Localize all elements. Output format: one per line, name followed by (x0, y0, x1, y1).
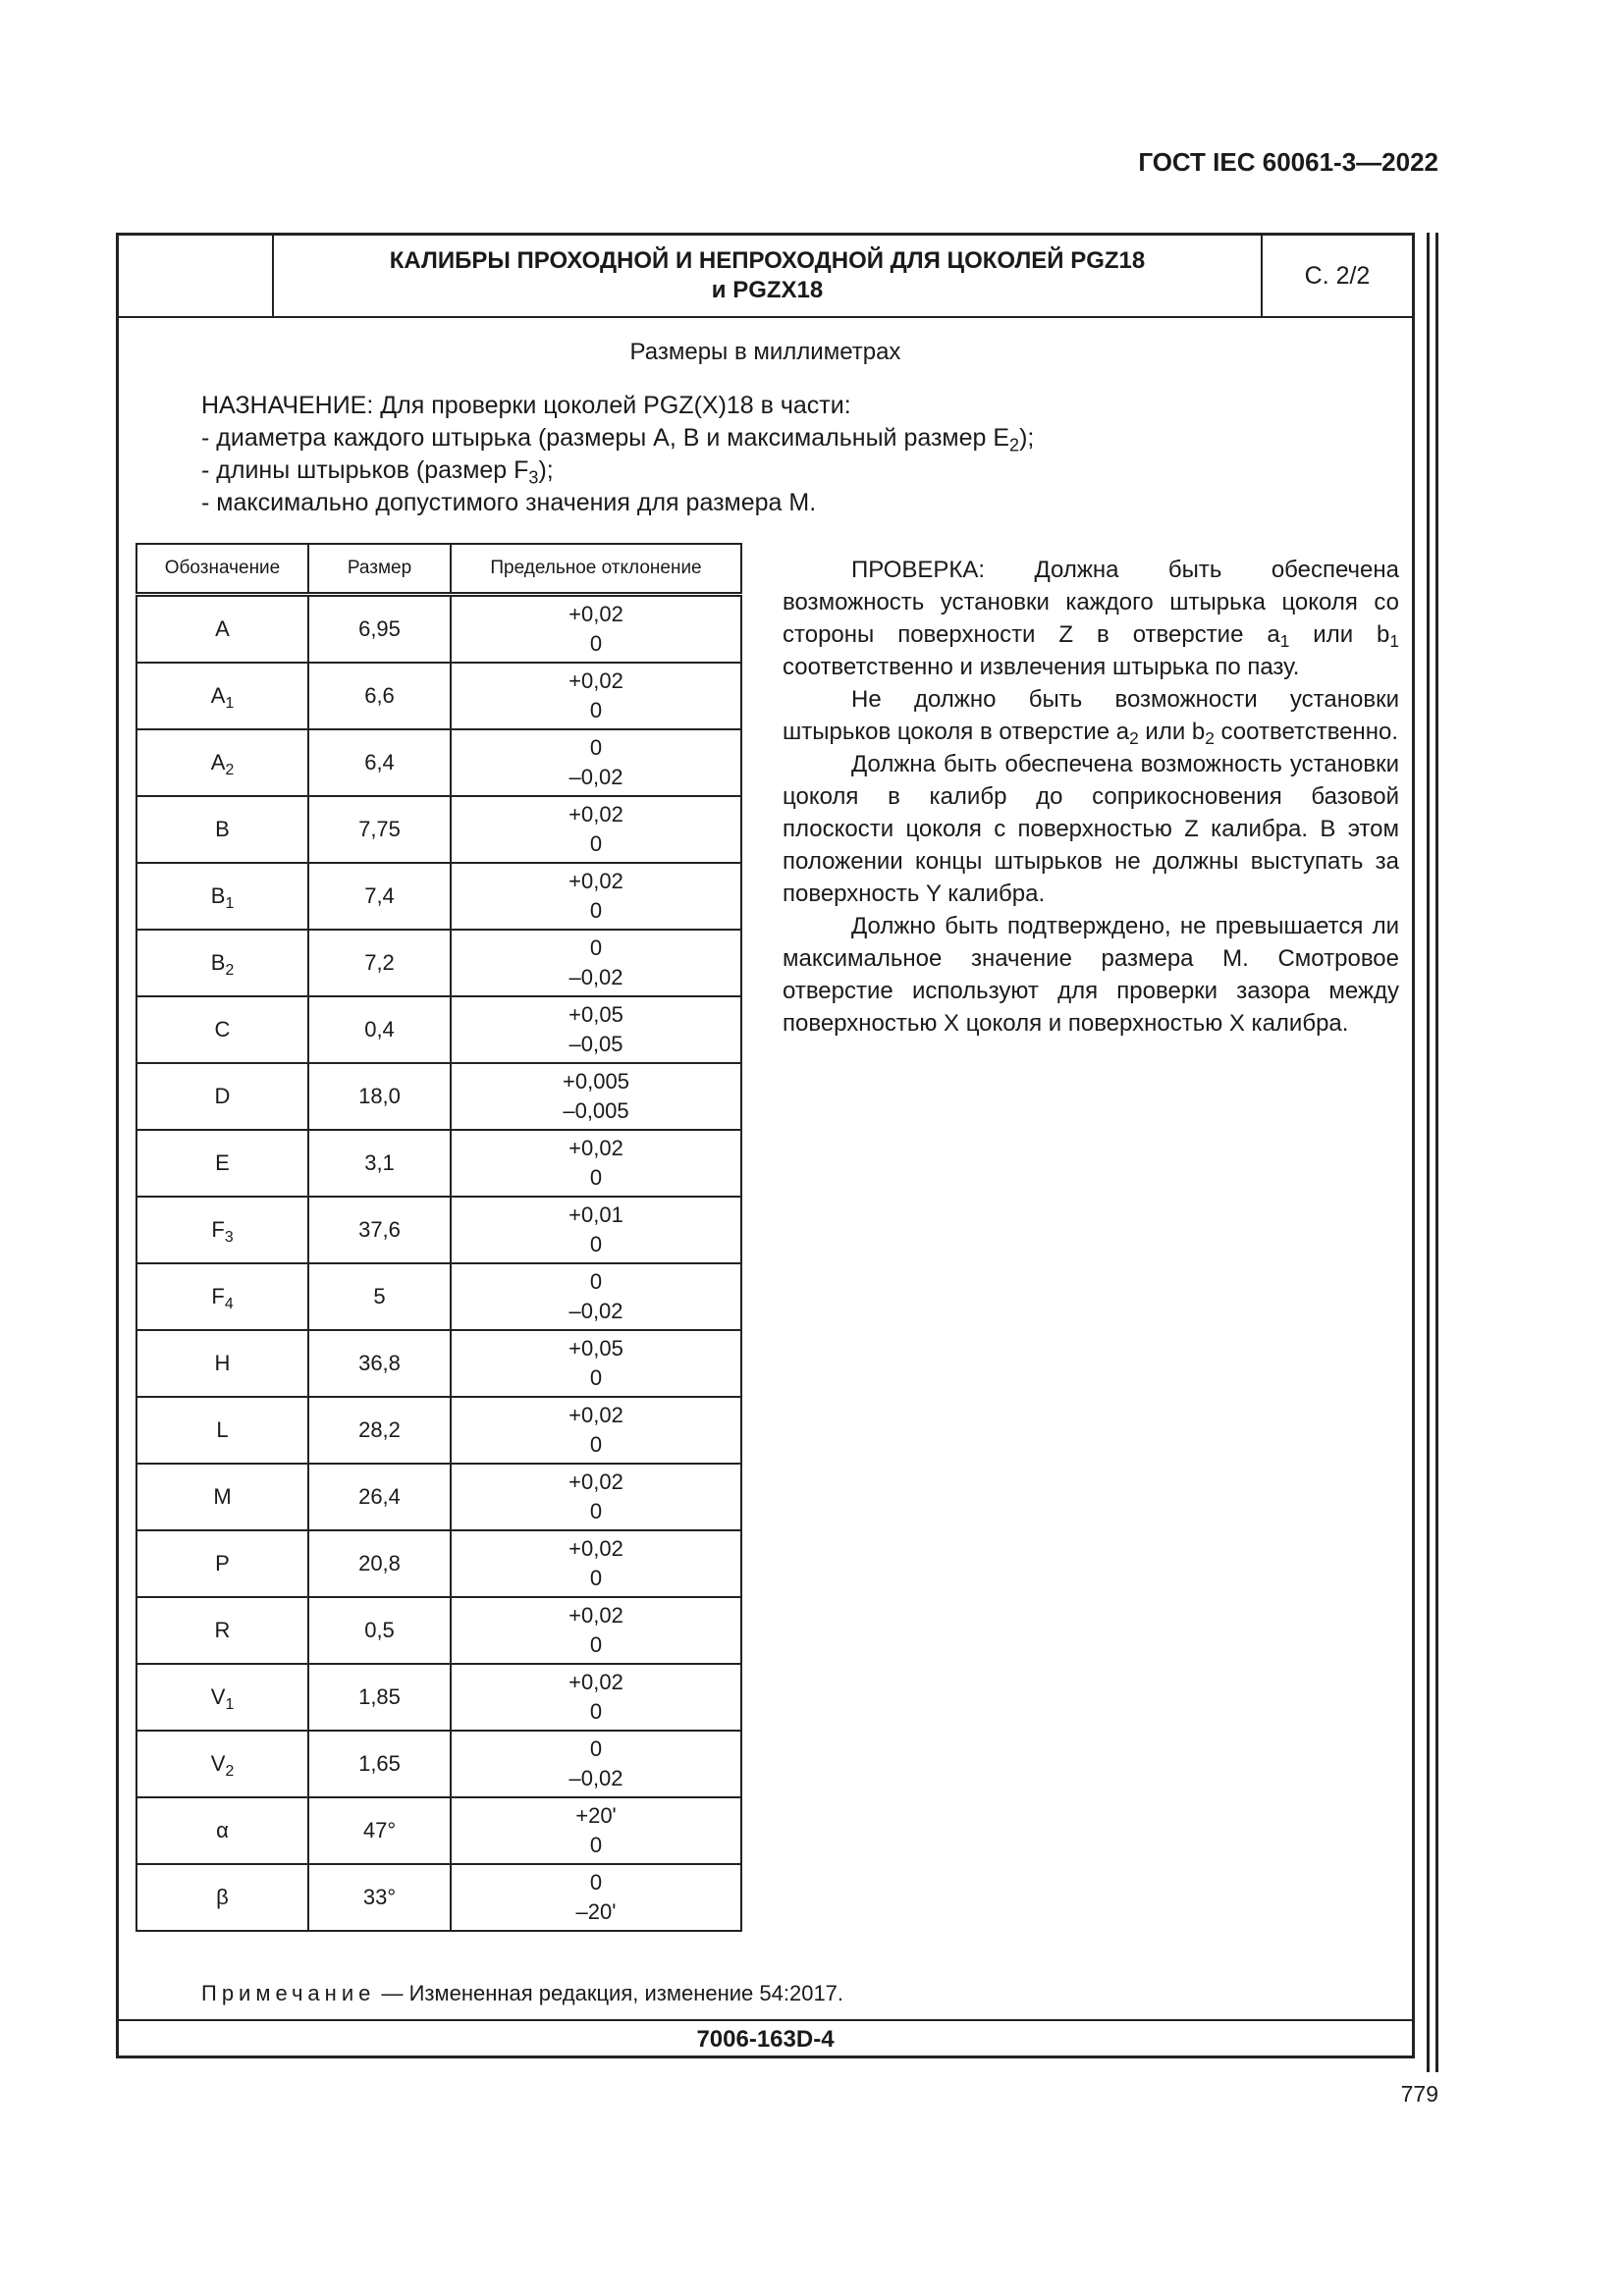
tolerance-lower: 0 (589, 631, 603, 656)
cell-size: 3,1 (308, 1130, 451, 1197)
column-header-size: Размер (308, 544, 451, 595)
table-row (136, 1063, 741, 1130)
cell-size: 1,65 (308, 1731, 451, 1797)
table-row (136, 1664, 741, 1731)
cell-size: 1,85 (308, 1664, 451, 1731)
tolerance-lower: 0 (589, 1432, 603, 1457)
header-title-line1: КАЛИБРЫ ПРОХОДНОЙ И НЕПРОХОДНОЙ ДЛЯ ЦОКОЛЕЙ PGZ18 (389, 247, 1146, 274)
cell-size: 5 (308, 1263, 451, 1330)
cell-designation: A (136, 595, 308, 664)
tolerance-upper: 0 (589, 735, 603, 760)
page-number: 779 (1400, 2081, 1438, 2107)
tolerance-upper: +0,02 (568, 602, 623, 626)
header-title-line2: и PGZX18 (711, 277, 824, 303)
table-row (136, 663, 741, 729)
tolerance-upper: 0 (589, 1736, 603, 1761)
tolerance-lower: 0 (589, 1365, 603, 1390)
table-row (136, 930, 741, 996)
cell-tolerance (451, 1664, 741, 1731)
cell-tolerance (451, 1464, 741, 1530)
cell-designation: $V_2$ (136, 1731, 308, 1797)
tolerance-upper: +0,05 (568, 1336, 623, 1361)
note (201, 1981, 1281, 2006)
tolerance-upper: 0 (589, 1269, 603, 1294)
tolerance-upper: +0,02 (568, 1603, 623, 1628)
tolerance-upper: +0,02 (568, 1403, 623, 1427)
tolerance-upper: 0 (589, 935, 603, 960)
cell-size: 7,4 (308, 863, 451, 930)
cell-size: 6,95 (308, 595, 451, 664)
tolerance-lower: 0 (589, 1499, 603, 1523)
cell-designation: α (136, 1797, 308, 1864)
tolerance-lower: 0 (589, 1699, 603, 1724)
table-row (136, 729, 741, 796)
header-empty-cell (119, 236, 274, 318)
units-caption: Размеры в миллиметрах (629, 339, 901, 365)
tolerance-upper: +0,02 (568, 802, 623, 827)
cell-tolerance (451, 1330, 741, 1397)
tolerance-lower: –20' (575, 1899, 617, 1924)
dimensions-table (135, 543, 742, 1932)
footer-divider (119, 2019, 1412, 2021)
tolerance-lower: 0 (589, 1165, 603, 1190)
check-text (783, 554, 1399, 1040)
cell-size: 37,6 (308, 1197, 451, 1263)
tolerance-lower: –0,02 (568, 1766, 623, 1790)
cell-tolerance (451, 1797, 741, 1864)
cell-size: 33° (308, 1864, 451, 1931)
cell-tolerance (451, 1197, 741, 1263)
cell-size: 47° (308, 1797, 451, 1864)
cell-tolerance (451, 1063, 741, 1130)
cell-designation: E (136, 1130, 308, 1197)
table-row (136, 1130, 741, 1197)
cell-size: 26,4 (308, 1464, 451, 1530)
table-row (136, 1330, 741, 1397)
cell-tolerance (451, 1397, 741, 1464)
cell-tolerance (451, 930, 741, 996)
table-row (136, 1797, 741, 1864)
document-id: ГОСТ IEC 60061-3—2022 (1138, 147, 1438, 177)
table-row (136, 1864, 741, 1931)
tolerance-lower: 0 (589, 1232, 603, 1256)
cell-size: 0,4 (308, 996, 451, 1063)
cell-tolerance (451, 1597, 741, 1664)
cell-tolerance (451, 1530, 741, 1597)
tolerance-lower: 0 (589, 1632, 603, 1657)
cell-tolerance (451, 796, 741, 863)
cell-size: 6,6 (308, 663, 451, 729)
cell-tolerance (451, 595, 741, 664)
table-row (136, 1263, 741, 1330)
cell-designation: D (136, 1063, 308, 1130)
cell-tolerance (451, 729, 741, 796)
cell-size: 0,5 (308, 1597, 451, 1664)
header-sheet-number: С. 2/2 (1263, 236, 1412, 318)
purpose-item-3: - максимально допустимого значения для размера M. (201, 489, 817, 516)
tolerance-lower: 0 (589, 898, 603, 923)
tolerance-upper: +0,02 (568, 1136, 623, 1160)
cell-designation: $A_2$ (136, 729, 308, 796)
table-body (136, 595, 741, 1932)
header-title (274, 236, 1263, 318)
cell-tolerance (451, 1731, 741, 1797)
cell-size: 28,2 (308, 1397, 451, 1464)
tolerance-lower: 0 (589, 1566, 603, 1590)
cell-tolerance (451, 1864, 741, 1931)
cell-tolerance (451, 1263, 741, 1330)
cell-designation: L (136, 1397, 308, 1464)
check-paragraph-3: Должна быть обеспечена возможность установки цоколя в калибр до соприкосновения базовой плоскости цоколя с поверхностью Z калибра. В этом положении концы штырьков не должны выступать за поверхность Y калибра. (783, 751, 1399, 907)
purpose-intro: НАЗНАЧЕНИЕ: Для проверки цоколей PGZ(X)18 в части: (201, 392, 851, 419)
tolerance-lower: –0,05 (568, 1032, 623, 1056)
tolerance-upper: +0,02 (568, 1670, 623, 1694)
tolerance-upper: +0,02 (568, 869, 623, 893)
column-header-designation: Обозначение (136, 544, 308, 595)
purpose-item-2: - длины штырьков (размер $F_3$); (201, 456, 554, 488)
cell-size: 6,4 (308, 729, 451, 796)
check-paragraph-4: Должно быть подтверждено, не превышается ли максимальное значение размера M. Смотровое отверстие используют для проверки зазора между поверхностью X цоколя и поверхностью X калибра. (783, 913, 1399, 1037)
tolerance-upper: +0,01 (568, 1202, 623, 1227)
cell-tolerance (451, 1130, 741, 1197)
tolerance-upper: +0,005 (563, 1069, 629, 1094)
check-paragraph-1: ПРОВЕРКА: Должна быть обеспечена возможность установки каждого штырька цоколя со стороны поверхности Z в отверстие $a_1$ или $b_1$ соответственно и извлечения штырька по пазу. (783, 557, 1400, 680)
cell-designation: $A_1$ (136, 663, 308, 729)
purpose-item-1: - диаметра каждого штырька (размеры A, B и максимальный размер $E_2$); (201, 424, 1035, 455)
cell-designation: M (136, 1464, 308, 1530)
margin-rule-1 (1427, 233, 1430, 2072)
table-row (136, 996, 741, 1063)
cell-tolerance (451, 663, 741, 729)
cell-size: 36,8 (308, 1330, 451, 1397)
purpose-block (201, 390, 1330, 519)
note-text: — Измененная редакция, изменение 54:2017. (375, 1981, 844, 2005)
tolerance-lower: –0,02 (568, 965, 623, 989)
cell-designation: R (136, 1597, 308, 1664)
cell-designation: H (136, 1330, 308, 1397)
cell-designation: $V_1$ (136, 1664, 308, 1731)
cell-designation: $B_1$ (136, 863, 308, 930)
cell-designation: B (136, 796, 308, 863)
cell-tolerance (451, 863, 741, 930)
note-label: Примечание (201, 1981, 376, 2005)
check-paragraph-2: Не должно быть возможности установки штырьков цоколя в отверстие $a_2$ или $b_2$ соответственно. (783, 686, 1399, 749)
tolerance-upper: +0,02 (568, 1536, 623, 1561)
cell-designation: $B_2$ (136, 930, 308, 996)
tolerance-upper: +0,02 (568, 668, 623, 693)
tolerance-lower: 0 (589, 831, 603, 856)
tolerance-upper: +20' (575, 1803, 617, 1828)
table-row (136, 1197, 741, 1263)
tolerance-upper: 0 (589, 1870, 603, 1895)
margin-rule-2 (1435, 233, 1438, 2072)
tolerance-lower: –0,02 (568, 1299, 623, 1323)
sheet-code: 7006-163D-4 (696, 2026, 835, 2053)
tolerance-lower: –0,02 (568, 765, 623, 789)
cell-designation: $F_4$ (136, 1263, 308, 1330)
table-row (136, 863, 741, 930)
cell-size: 7,75 (308, 796, 451, 863)
cell-size: 20,8 (308, 1530, 451, 1597)
cell-size: 7,2 (308, 930, 451, 996)
tolerance-lower: 0 (589, 1833, 603, 1857)
tolerance-lower: –0,005 (563, 1098, 629, 1123)
cell-designation: β (136, 1864, 308, 1931)
table-row (136, 1464, 741, 1530)
sheet-frame (116, 233, 1415, 2058)
table-row (136, 1731, 741, 1797)
cell-size: 18,0 (308, 1063, 451, 1130)
cell-designation: $F_3$ (136, 1197, 308, 1263)
column-header-tolerance: Предельное отклонение (451, 544, 741, 595)
table-row (136, 595, 741, 664)
table-row (136, 1397, 741, 1464)
tolerance-lower: 0 (589, 698, 603, 722)
table-row (136, 1530, 741, 1597)
cell-tolerance (451, 996, 741, 1063)
table-row (136, 796, 741, 863)
cell-designation: C (136, 996, 308, 1063)
tolerance-upper: +0,02 (568, 1469, 623, 1494)
table-row (136, 1597, 741, 1664)
cell-designation: P (136, 1530, 308, 1597)
tolerance-upper: +0,05 (568, 1002, 623, 1027)
table-header-row (136, 544, 741, 595)
